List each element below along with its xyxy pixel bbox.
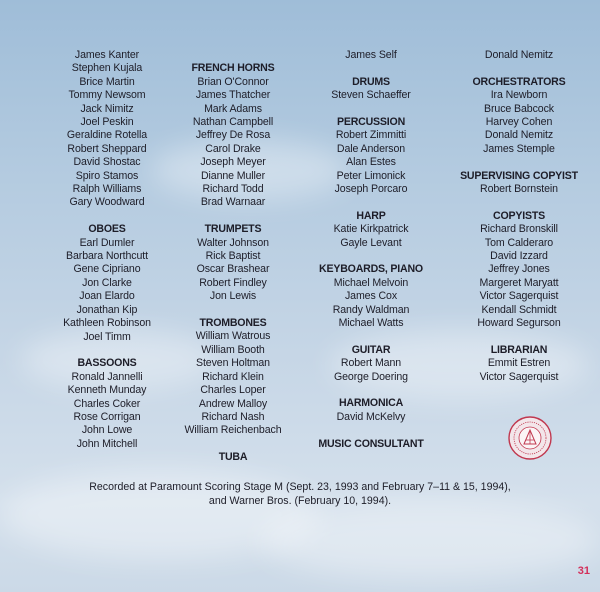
credits-column-3: [296, 49, 446, 451]
musician-name: Dianne Muller: [200, 169, 266, 182]
musician-name: Joan Elardo: [79, 290, 135, 303]
musician-name: Brad Warnaar: [200, 196, 266, 209]
recording-credit-line-1: Recorded at Paramount Scoring Stage M (Sept. 23, 1993 and February 7–11 & 15, 1994),: [89, 481, 511, 493]
musician-name: David Shostac: [73, 156, 141, 169]
credits-column-2: [158, 49, 308, 465]
musician-name: Jon Lewis: [209, 290, 257, 303]
musician-name: Donald Nemitz: [484, 49, 554, 61]
musician-name: Joseph Porcaro: [334, 183, 408, 196]
musician-name: Gary Woodward: [69, 196, 145, 209]
musician-name: William Booth: [201, 343, 265, 356]
section-heading: HARP: [356, 209, 386, 222]
musician-name: Richard Nash: [201, 410, 265, 423]
musician-name: Robert Zimmitti: [335, 129, 407, 142]
musician-name: Gene Cipriano: [73, 263, 141, 276]
musician-name: Ralph Williams: [72, 183, 142, 196]
musician-name: George Doering: [334, 370, 408, 383]
credits-column-4: [444, 49, 594, 384]
musician-name: Michael Watts: [338, 317, 404, 330]
musician-name: Oscar Brashear: [196, 263, 270, 276]
musician-name: Bruce Babcock: [484, 102, 554, 115]
musician-name: Victor Sagerquist: [479, 370, 559, 383]
musician-name: James Thatcher: [195, 89, 271, 102]
musician-name: Joel Timm: [83, 330, 131, 343]
musician-name: Joseph Meyer: [200, 156, 266, 169]
musician-name: Rick Baptist: [205, 250, 261, 263]
musician-name: Earl Dumler: [79, 236, 135, 249]
section-heading: TROMBONES: [199, 317, 267, 330]
musician-name: Dale Anderson: [336, 142, 406, 155]
cloud: [260, 500, 600, 580]
musician-name: Brian O'Connor: [197, 75, 269, 88]
musician-name: Jonathan Kip: [76, 303, 138, 316]
musician-name: Alan Estes: [346, 156, 396, 169]
section-heading: OBOES: [88, 223, 126, 236]
musician-name: Brice Martin: [79, 75, 135, 88]
page-number: 31: [577, 565, 590, 577]
musician-name: Robert Findley: [199, 276, 267, 289]
musician-name: Jeffrey De Rosa: [195, 129, 271, 142]
musician-name: Tommy Newsom: [68, 89, 146, 102]
musician-name: Andrew Malloy: [198, 397, 268, 410]
musician-name: William Watrous: [195, 330, 271, 343]
section-heading: HARMONICA: [338, 397, 404, 410]
musician-name: James Cox: [344, 290, 398, 303]
section-heading: PERCUSSION: [336, 116, 406, 128]
section-heading: DRUMS: [352, 75, 390, 88]
musician-name: Steven Schaeffer: [331, 89, 411, 102]
musician-name: Stephen Kujala: [71, 62, 143, 75]
musician-name: Katie Kirkpatrick: [333, 223, 409, 236]
union-seal-icon: [508, 416, 552, 460]
musician-name: Richard Todd: [202, 183, 264, 196]
section-heading: GUITAR: [351, 343, 391, 356]
section-heading: KEYBOARDS, PIANO: [319, 263, 423, 276]
musician-name: Ronald Jannelli: [71, 370, 143, 383]
section-heading: TRUMPETS: [204, 223, 262, 236]
musician-name: Jack Nimitz: [80, 102, 134, 115]
musician-name: James Kanter: [74, 49, 140, 61]
musician-name: Mark Adams: [204, 102, 262, 115]
musician-name: Joel Peskin: [80, 116, 134, 129]
musician-name: Victor Sagerquist: [479, 290, 559, 303]
musician-name: David Izzard: [490, 250, 548, 263]
musician-name: James Self: [345, 49, 397, 61]
recording-credit: [0, 480, 600, 508]
section-heading: SUPERVISING COPYIST: [460, 169, 578, 182]
musician-name: Charles Coker: [73, 397, 141, 410]
musician-name: David McKelvy: [336, 410, 406, 423]
musician-name: Kendall Schmidt: [481, 303, 557, 316]
musician-name: Kathleen Robinson: [63, 317, 151, 330]
musician-name: Gayle Levant: [340, 236, 402, 249]
musician-name: Spiro Stamos: [75, 169, 139, 182]
section-heading: FRENCH HORNS: [191, 62, 275, 75]
musician-name: Michael Melvoin: [333, 276, 409, 289]
musician-name: Randy Waldman: [332, 303, 410, 316]
section-heading: BASSOONS: [77, 357, 137, 370]
musician-name: Ira Newborn: [490, 89, 548, 102]
musician-name: Carol Drake: [205, 142, 261, 155]
musician-name: Robert Bornstein: [480, 183, 558, 196]
section-heading: MUSIC CONSULTANT: [318, 437, 424, 450]
musician-name: Harvey Cohen: [485, 116, 553, 129]
musician-name: Robert Mann: [340, 357, 402, 370]
musician-name: Peter Limonick: [336, 169, 406, 182]
section-heading: ORCHESTRATORS: [472, 75, 566, 88]
musician-name: Donald Nemitz: [484, 129, 554, 142]
musician-name: Nathan Campbell: [192, 116, 274, 129]
musician-name: Walter Johnson: [197, 236, 269, 249]
recording-credit-line-2: and Warner Bros. (February 10, 1994).: [208, 495, 392, 507]
musician-name: Robert Sheppard: [67, 142, 147, 155]
musician-name: Barbara Northcutt: [66, 250, 148, 263]
section-heading: LIBRARIAN: [490, 343, 548, 356]
musician-name: Howard Segurson: [477, 317, 561, 330]
section-heading: COPYISTS: [493, 209, 545, 222]
musician-name: Margeret Maryatt: [479, 276, 559, 289]
musician-name: James Stemple: [483, 142, 555, 155]
musician-name: Richard Bronskill: [480, 223, 558, 236]
musician-name: Rose Corrigan: [73, 410, 141, 423]
musician-name: Kenneth Munday: [67, 384, 147, 397]
musician-name: Geraldine Rotella: [66, 129, 148, 142]
musician-name: Steven Holtman: [196, 357, 270, 370]
musician-name: Richard Klein: [202, 370, 264, 383]
musician-name: John Lowe: [81, 424, 133, 437]
musician-name: Tom Calderaro: [484, 236, 554, 249]
section-heading: TUBA: [218, 451, 248, 464]
musician-name: Charles Loper: [200, 384, 266, 397]
musician-name: Jon Clarke: [82, 276, 132, 289]
musician-name: Emmit Estren: [487, 357, 551, 370]
musician-name: Jeffrey Jones: [488, 263, 550, 276]
musician-name: John Mitchell: [76, 437, 138, 450]
musician-name: William Reichenbach: [184, 424, 282, 437]
